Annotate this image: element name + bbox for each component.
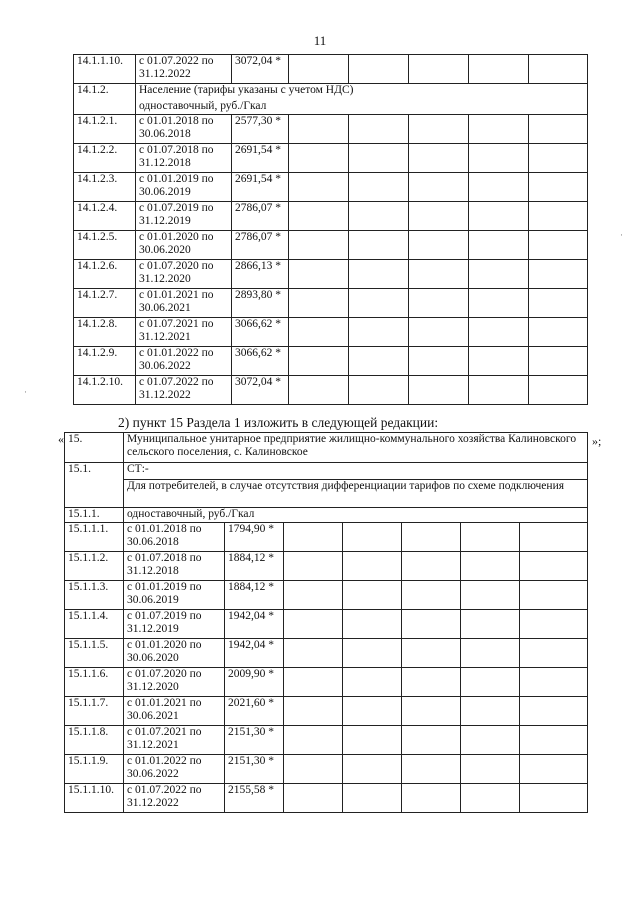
table-row [74, 115, 588, 144]
empty-cell [402, 523, 461, 552]
empty-cell [289, 289, 349, 318]
opening-quote-mark: « [58, 432, 64, 446]
group-code: 14.1.2. [74, 84, 136, 115]
empty-cell [284, 610, 343, 639]
empty-cell [469, 231, 529, 260]
empty-cell [520, 639, 588, 668]
empty-cell [402, 581, 461, 610]
empty-cell [343, 610, 402, 639]
empty-cell [343, 552, 402, 581]
empty-cell [289, 260, 349, 289]
row-code: 15.1.1.8. [65, 726, 124, 755]
row-value: 2577,30 * [232, 115, 289, 144]
table-row [74, 289, 588, 318]
table-row [74, 55, 588, 84]
empty-cell [402, 610, 461, 639]
row-period: с 01.01.2021 по 30.06.2021 [136, 289, 232, 318]
empty-cell [343, 755, 402, 784]
empty-cell [529, 144, 588, 173]
row-code: 15.1.1.3. [65, 581, 124, 610]
empty-cell [289, 231, 349, 260]
row-code: 14.1.1.10. [74, 55, 136, 84]
sub-line-st: СТ:- [124, 463, 588, 480]
empty-cell [289, 173, 349, 202]
empty-cell [520, 668, 588, 697]
empty-cell [520, 697, 588, 726]
row-code: 14.1.2.2. [74, 144, 136, 173]
empty-cell [349, 231, 409, 260]
empty-cell [461, 697, 520, 726]
table-row [65, 755, 588, 784]
empty-cell [461, 726, 520, 755]
empty-cell [289, 318, 349, 347]
row-value: 3072,04 * [232, 55, 289, 84]
sub-line-consumers: Для потребителей, в случае отсутствия дифференциации тарифов по схеме подключения [124, 480, 588, 508]
row-period: с 01.07.2021 по 31.12.2021 [124, 726, 225, 755]
row-value: 2151,30 * [225, 726, 284, 755]
org-code: 15. [65, 433, 124, 463]
empty-cell [461, 639, 520, 668]
empty-cell [520, 784, 588, 813]
empty-cell [284, 784, 343, 813]
empty-cell [469, 144, 529, 173]
empty-cell [402, 639, 461, 668]
table-row [74, 376, 588, 405]
page-number: 11 [313, 33, 327, 48]
row-code: 14.1.2.8. [74, 318, 136, 347]
row-code: 15.1.1.10. [65, 784, 124, 813]
org-name: Муниципальное унитарное предприятие жилищно-коммунального хозяйства Калиновского сельского поселения, с. Калиновское [124, 433, 588, 463]
empty-cell [349, 115, 409, 144]
row-period: с 01.01.2019 по 30.06.2019 [124, 581, 225, 610]
empty-cell [469, 115, 529, 144]
row-period: с 01.01.2021 по 30.06.2021 [124, 697, 225, 726]
empty-cell [343, 697, 402, 726]
row-value: 1884,12 * [225, 552, 284, 581]
row-code: 15.1.1.9. [65, 755, 124, 784]
empty-cell [284, 697, 343, 726]
empty-cell [529, 260, 588, 289]
row-period: с 01.07.2018 по 31.12.2018 [124, 552, 225, 581]
sub-code: 15.1. [65, 463, 124, 508]
table-row [65, 784, 588, 813]
closing-quote-mark: »; [592, 434, 602, 448]
row-value: 3066,62 * [232, 347, 289, 376]
scan-speck: · [24, 387, 27, 397]
empty-cell [289, 115, 349, 144]
empty-cell [349, 376, 409, 405]
row-code: 14.1.2.6. [74, 260, 136, 289]
row-period: с 01.07.2018 по 31.12.2018 [136, 144, 232, 173]
empty-cell [409, 173, 469, 202]
empty-cell [529, 376, 588, 405]
empty-cell [520, 755, 588, 784]
row-value: 3066,62 * [232, 318, 289, 347]
table-row [65, 581, 588, 610]
empty-cell [409, 115, 469, 144]
empty-cell [343, 726, 402, 755]
row-period: с 01.01.2020 по 30.06.2020 [136, 231, 232, 260]
empty-cell [520, 726, 588, 755]
row-period: с 01.01.2018 по 30.06.2018 [136, 115, 232, 144]
empty-cell [284, 726, 343, 755]
row-period: с 01.07.2022 по 31.12.2022 [136, 55, 232, 84]
empty-cell [409, 289, 469, 318]
empty-cell [284, 668, 343, 697]
row-code: 14.1.2.10. [74, 376, 136, 405]
table-row [74, 144, 588, 173]
row-code: 15.1.1.1. [65, 523, 124, 552]
table-row [65, 552, 588, 581]
empty-cell [409, 144, 469, 173]
empty-cell [343, 523, 402, 552]
empty-cell [529, 173, 588, 202]
row-period: с 01.07.2019 по 31.12.2019 [124, 610, 225, 639]
empty-cell [343, 784, 402, 813]
empty-cell [469, 376, 529, 405]
empty-cell [402, 552, 461, 581]
empty-cell [402, 755, 461, 784]
empty-cell [284, 755, 343, 784]
row-period: с 01.01.2019 по 30.06.2019 [136, 173, 232, 202]
table-row [74, 347, 588, 376]
empty-cell [469, 260, 529, 289]
row-period: с 01.01.2018 по 30.06.2018 [124, 523, 225, 552]
row-period: с 01.07.2020 по 31.12.2020 [136, 260, 232, 289]
table-row [65, 726, 588, 755]
empty-cell [289, 202, 349, 231]
empty-cell [409, 318, 469, 347]
empty-cell [409, 376, 469, 405]
empty-cell [284, 552, 343, 581]
row-code: 14.1.2.4. [74, 202, 136, 231]
empty-cell [402, 668, 461, 697]
row-value: 2155,58 * [225, 784, 284, 813]
empty-cell [289, 376, 349, 405]
empty-cell [529, 347, 588, 376]
table-row [74, 260, 588, 289]
row-value: 1942,04 * [225, 610, 284, 639]
empty-cell [349, 202, 409, 231]
amendment-paragraph: 2) пункт 15 Раздела 1 изложить в следующей редакции: [118, 415, 439, 430]
row-code: 15.1.1.4. [65, 610, 124, 639]
row-value: 2893,80 * [232, 289, 289, 318]
empty-cell [343, 668, 402, 697]
row-value: 2151,30 * [225, 755, 284, 784]
empty-cell [469, 318, 529, 347]
empty-cell [461, 523, 520, 552]
empty-cell [461, 552, 520, 581]
empty-cell [284, 523, 343, 552]
empty-cell [469, 289, 529, 318]
tariff-table-15 [64, 432, 588, 813]
group-title: одноставочный, руб./Гкал [124, 508, 588, 523]
table-row [65, 610, 588, 639]
empty-cell [349, 144, 409, 173]
group-title: Население (тарифы указаны с учетом НДС) [136, 84, 588, 100]
row-value: 1794,90 * [225, 523, 284, 552]
empty-cell [461, 784, 520, 813]
row-value: 2021,60 * [225, 697, 284, 726]
empty-cell [461, 581, 520, 610]
empty-cell [343, 581, 402, 610]
row-period: с 01.07.2019 по 31.12.2019 [136, 202, 232, 231]
empty-cell [349, 347, 409, 376]
group-code: 15.1.1. [65, 508, 124, 523]
empty-cell [289, 144, 349, 173]
empty-cell [402, 784, 461, 813]
empty-cell [529, 289, 588, 318]
row-period: с 01.01.2022 по 30.06.2022 [136, 347, 232, 376]
empty-cell [529, 231, 588, 260]
table-row [74, 231, 588, 260]
row-value: 2786,07 * [232, 231, 289, 260]
empty-cell [343, 639, 402, 668]
row-code: 15.1.1.2. [65, 552, 124, 581]
empty-cell [461, 755, 520, 784]
table-row [65, 639, 588, 668]
table-row [74, 173, 588, 202]
row-value: 3072,04 * [232, 376, 289, 405]
row-code: 15.1.1.7. [65, 697, 124, 726]
empty-cell [284, 581, 343, 610]
table-row [65, 523, 588, 552]
table-row [65, 697, 588, 726]
row-period: с 01.01.2022 по 30.06.2022 [124, 755, 225, 784]
row-value: 2691,54 * [232, 144, 289, 173]
row-value: 2786,07 * [232, 202, 289, 231]
empty-cell [409, 231, 469, 260]
row-code: 14.1.2.1. [74, 115, 136, 144]
row-code: 14.1.2.3. [74, 173, 136, 202]
row-period: с 01.01.2020 по 30.06.2020 [124, 639, 225, 668]
empty-cell [349, 289, 409, 318]
row-value: 2691,54 * [232, 173, 289, 202]
row-period: с 01.07.2022 по 31.12.2022 [136, 376, 232, 405]
table-row [65, 668, 588, 697]
row-value: 1942,04 * [225, 639, 284, 668]
row-period: с 01.07.2021 по 31.12.2021 [136, 318, 232, 347]
row-period: с 01.07.2020 по 31.12.2020 [124, 668, 225, 697]
row-code: 15.1.1.6. [65, 668, 124, 697]
group-subtitle: одноставочный, руб./Гкал [136, 100, 588, 115]
row-code: 14.1.2.7. [74, 289, 136, 318]
table-row [74, 202, 588, 231]
empty-cell [409, 260, 469, 289]
empty-cell [409, 202, 469, 231]
row-value: 2009,90 * [225, 668, 284, 697]
empty-cell [529, 202, 588, 231]
row-code: 15.1.1.5. [65, 639, 124, 668]
row-value: 2866,13 * [232, 260, 289, 289]
empty-cell [349, 173, 409, 202]
row-value: 1884,12 * [225, 581, 284, 610]
empty-cell [469, 173, 529, 202]
empty-cell [402, 726, 461, 755]
table-row [74, 318, 588, 347]
empty-cell [402, 697, 461, 726]
empty-cell [349, 260, 409, 289]
row-code: 14.1.2.9. [74, 347, 136, 376]
empty-cell [529, 318, 588, 347]
empty-cell [289, 347, 349, 376]
empty-cell [520, 552, 588, 581]
row-period: с 01.07.2022 по 31.12.2022 [124, 784, 225, 813]
empty-cell [349, 318, 409, 347]
empty-cell [461, 610, 520, 639]
row-code: 14.1.2.5. [74, 231, 136, 260]
empty-cell [529, 115, 588, 144]
empty-cell [469, 202, 529, 231]
empty-cell [409, 347, 469, 376]
empty-cell [520, 581, 588, 610]
empty-cell [520, 610, 588, 639]
empty-cell [469, 347, 529, 376]
empty-cell [284, 639, 343, 668]
scan-speck: · [620, 230, 623, 240]
empty-cell [520, 523, 588, 552]
empty-cell [461, 668, 520, 697]
tariff-table-14 [73, 54, 588, 405]
